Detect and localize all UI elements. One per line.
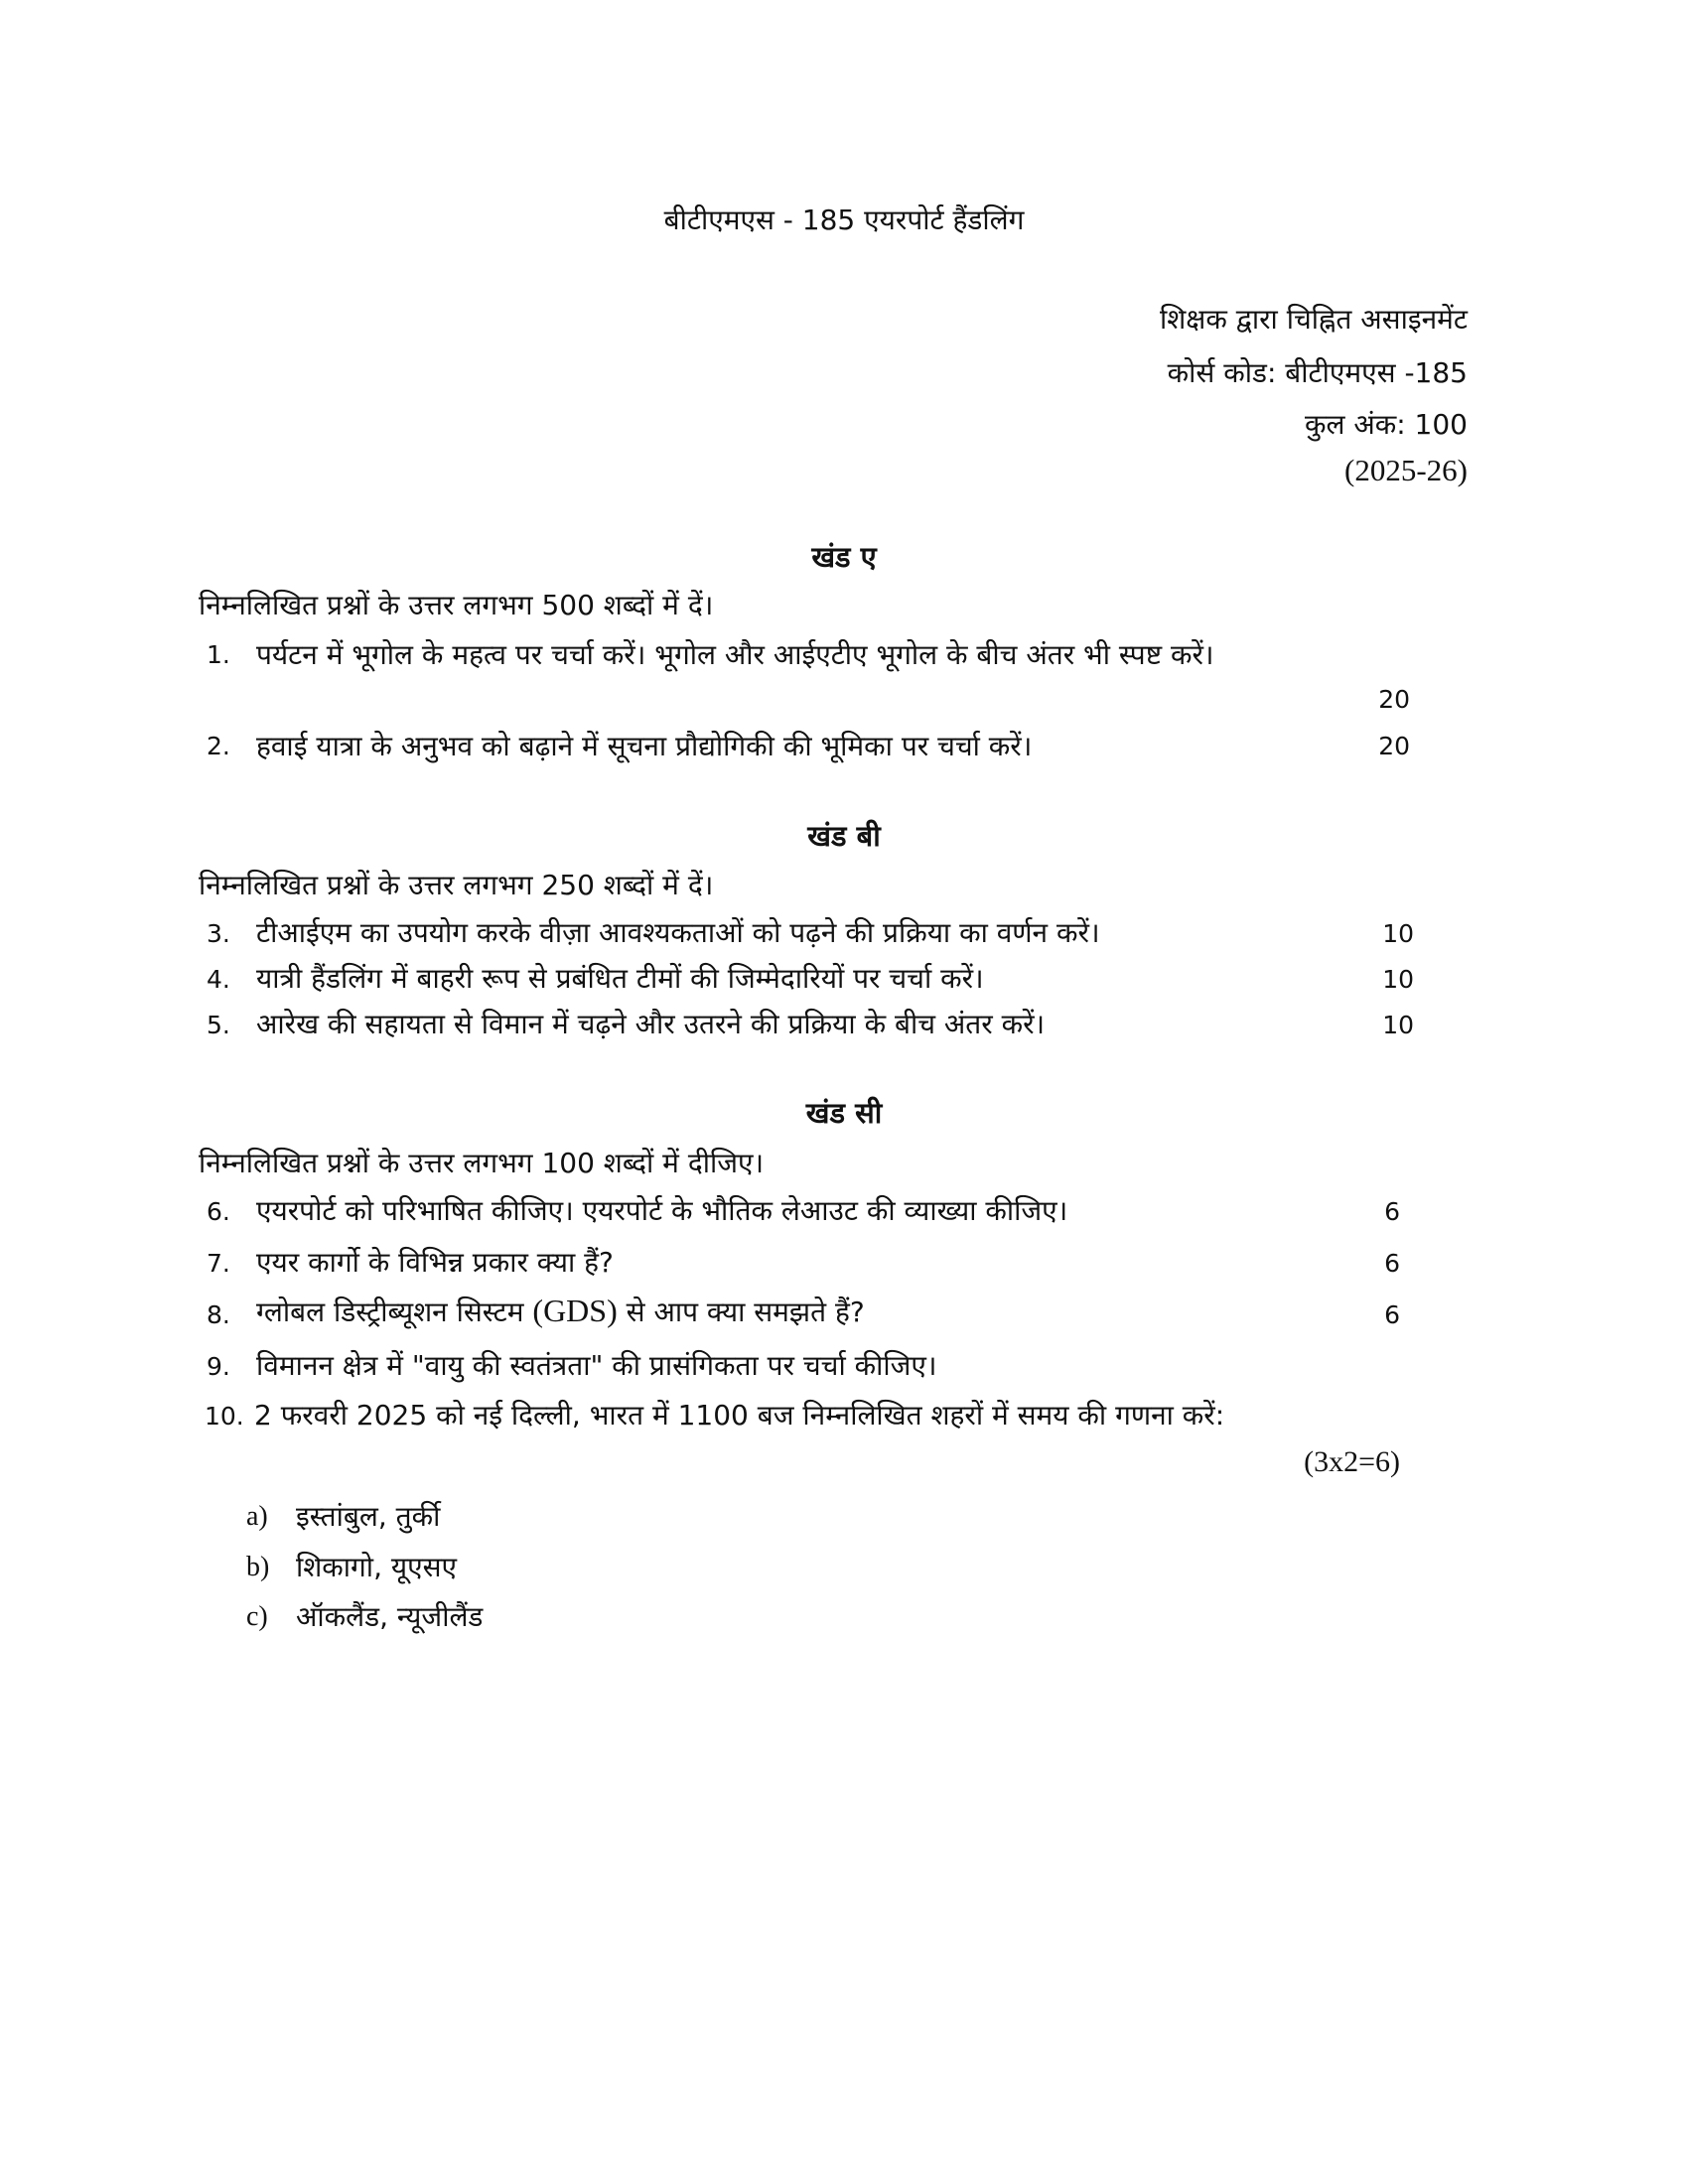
section-b-heading: खंड बी	[807, 819, 881, 853]
question-marks: 20	[1378, 685, 1410, 714]
question-number: 7.	[207, 1249, 230, 1278]
subpart-letter: c)	[246, 1601, 268, 1632]
subpart-text: इस्तांबुल, तुर्की	[296, 1500, 441, 1533]
question-text	[256, 1293, 865, 1330]
question-text: 2 फरवरी 2025 को नई दिल्ली, भारत में 1100 बज निम्नलिखित शहरों में समय की गणना करें:	[254, 1399, 1225, 1432]
question-number: 6.	[207, 1197, 230, 1226]
question-number: 3.	[207, 919, 230, 948]
assignment-type: शिक्षक द्वारा चिह्नित असाइनमेंट	[1159, 303, 1468, 336]
question-marks: (3x2=6)	[1304, 1445, 1400, 1478]
question-marks: 10	[1382, 1011, 1414, 1039]
question-number: 9.	[207, 1352, 230, 1381]
question-marks: 10	[1382, 965, 1414, 994]
question-text: आरेख की सहायता से विमान में चढ़ने और उतरने की प्रक्रिया के बीच अंतर करें।	[256, 1008, 1046, 1040]
question-text: पर्यटन में भूगोल के महत्व पर चर्चा करें। भूगोल और आईएटीए भूगोल के बीच अंतर भी स्पष्ट करें।	[256, 638, 1214, 671]
question-text: हवाई यात्रा के अनुभव को बढ़ाने में सूचना प्रौद्योगिकी की भूमिका पर चर्चा करें।	[256, 730, 1033, 762]
session-year: (2025-26)	[1344, 453, 1468, 487]
question-number: 1.	[207, 640, 230, 669]
question-marks: 10	[1382, 919, 1414, 948]
question-marks: 6	[1384, 1197, 1400, 1226]
section-a-instruction: निम्नलिखित प्रश्नों के उत्तर लगभग 500 शब्दों में दें।	[199, 589, 714, 621]
question-text: विमानन क्षेत्र में "वायु की स्वतंत्रता" की प्रासंगिकता पर चर्चा कीजिए।	[256, 1349, 937, 1382]
question-number: 2.	[207, 732, 230, 760]
question-text-part: ग्लोबल डिस्ट्रीब्यूशन सिस्टम	[256, 1296, 533, 1328]
section-b-instruction: निम्नलिखित प्रश्नों के उत्तर लगभग 250 शब्दों में दें।	[199, 869, 714, 901]
subpart-letter: b)	[246, 1552, 270, 1582]
total-marks: कुल अंक: 100	[1304, 408, 1468, 441]
section-c-instruction: निम्नलिखित प्रश्नों के उत्तर लगभग 100 शब्दों में दीजिए।	[199, 1147, 765, 1179]
question-text-part: से आप क्या समझते हैं?	[617, 1296, 865, 1328]
question-number: 10.	[205, 1402, 244, 1431]
question-number: 4.	[207, 965, 230, 994]
course-code: कोर्स कोड: बीटीएमएस -185	[1167, 356, 1468, 389]
question-marks: 6	[1384, 1300, 1400, 1329]
question-marks: 20	[1378, 732, 1410, 760]
section-c-heading: खंड सी	[805, 1096, 883, 1130]
subpart-text: शिकागो, यूएसए	[296, 1551, 458, 1583]
question-text: टीआईएम का उपयोग करके वीज़ा आवश्यकताओं को पढ़ने की प्रक्रिया का वर्णन करें।	[256, 916, 1100, 949]
question-number: 5.	[207, 1011, 230, 1039]
question-number: 8.	[207, 1300, 230, 1329]
section-a-heading: खंड ए	[811, 540, 877, 574]
gds-abbreviation: (GDS)	[532, 1293, 618, 1328]
question-text: यात्री हैंडलिंग में बाहरी रूप से प्रबंधित टीमों की जिम्मेदारियों पर चर्चा करें।	[256, 962, 984, 995]
question-text: एयरपोर्ट को परिभाषित कीजिए। एयरपोर्ट के भौतिक लेआउट की व्याख्या कीजिए।	[256, 1194, 1068, 1227]
subpart-letter: a)	[246, 1501, 268, 1532]
page-title: बीटीएमएस - 185 एयरपोर्ट हैंडलिंग	[663, 204, 1025, 236]
subpart-text: ऑकलैंड, न्यूजीलैंड	[296, 1600, 484, 1633]
question-marks: 6	[1384, 1249, 1400, 1278]
question-text: एयर कार्गो के विभिन्न प्रकार क्या हैं?	[256, 1246, 614, 1279]
